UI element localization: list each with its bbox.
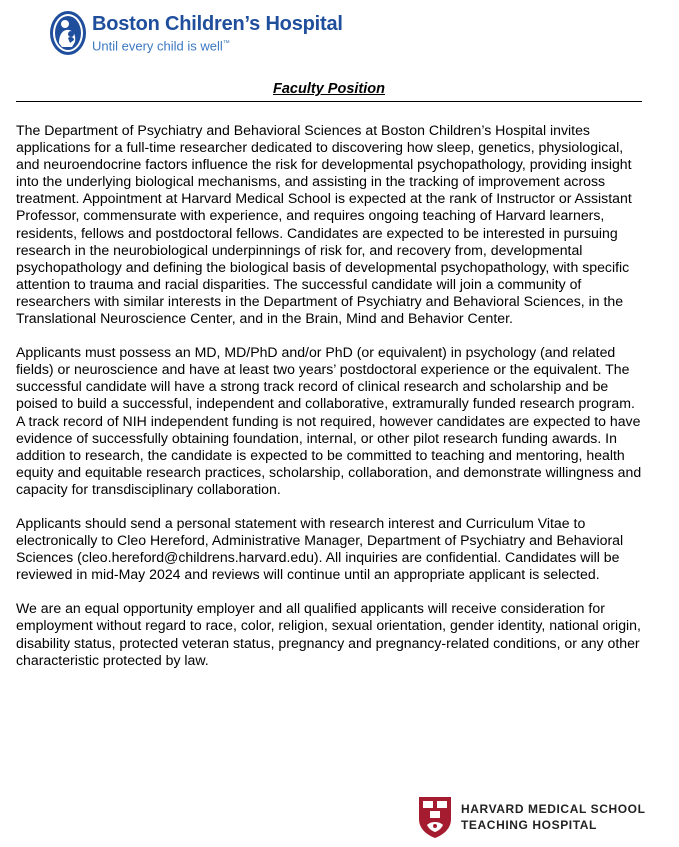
title-rule [16,79,642,102]
paragraph-qualifications: Applicants must possess an MD, MD/PhD and/or PhD (or equivalent) in psychology (and related fields) or neuroscience and have at least two years’ postdoctoral experience or the equivalent. The successful candidate will have a strong track record of clinical research and scholarship and be poised to build a successful, independent and collaborative, extramurally funded research program. A track record of NIH independent funding is not required, however candidates are expected to have evidence of successfully obtaining foundation, internal, or other pilot research funding awards. In addition to research, the candidate is expected to be committed to teaching and mentoring, health equity and equitable research practices, scholarship, collaboration, and demonstrate willingness and capacity for transdisciplinary collaboration. [16,344,642,497]
page-title: Faculty Position [273,81,385,97]
harvard-line2: TEACHING HOSPITAL [461,818,597,832]
hospital-name: Boston Children’s Hospital [92,13,343,36]
paragraph-position-description: The Department of Psychiatry and Behavioral Sciences at Boston Children’s Hospital invites applications for a full-time researcher dedicated to discovering how sleep, genetics, physiological, and neuroendocrine factors influence the risk for developmental psychopathology, providing insight into the underlying biological mechanisms, and assisting in the tracking of improvement across treatment. Appointment at Harvard Medical School is expected at the rank of Instructor or Assistant Professor, commensurate with experience, and requires ongoing teaching of Harvard learners, residents, fellows and postdoctoral fellows. Candidates are expected to be interested in pursuing research in the neurobiological underpinnings of risk for, and recovery from, developmental psychopathology and defining the biological basis of developmental psychopathology, with specific attention to trauma and racial disparities. The successful candidate will join a community of researchers with similar interests in the Department of Psychiatry and Behavioral Sciences, in the Translational Neuroscience Center, and in the Brain, Mind and Behavior Center. [16,122,632,327]
hospital-logo [48,6,343,60]
hospital-tagline: Until every child is well™ [92,38,230,54]
harvard-line1: HARVARD MEDICAL SCHOOL [461,802,646,816]
document-body [16,122,646,686]
paragraph-equal-opportunity: We are an equal opportunity employer and all qualified applicants will receive consideration for employment without regard to race, color, religion, sexual orientation, gender identity, national origin, disability status, protected veteran status, pregnancy and pregnancy-related conditions, or any other characteristic protected by law. [16,600,641,668]
hospital-emblem-icon [48,9,88,57]
harvard-shield-icon [417,795,453,839]
paragraph-application-instructions: Applicants should send a personal statement with research interest and Curriculum Vitae to electronically to Cleo Hereford, Administrative Manager, Department of Psychiatry and Behavioral Sciences (cleo.hereford@childrens.harvard.edu). All inquiries are confidential. Candidates will be reviewed in mid-May 2024 and reviews will continue until an appropriate applicant is selected. [16,514,624,583]
harvard-logo [417,795,646,839]
